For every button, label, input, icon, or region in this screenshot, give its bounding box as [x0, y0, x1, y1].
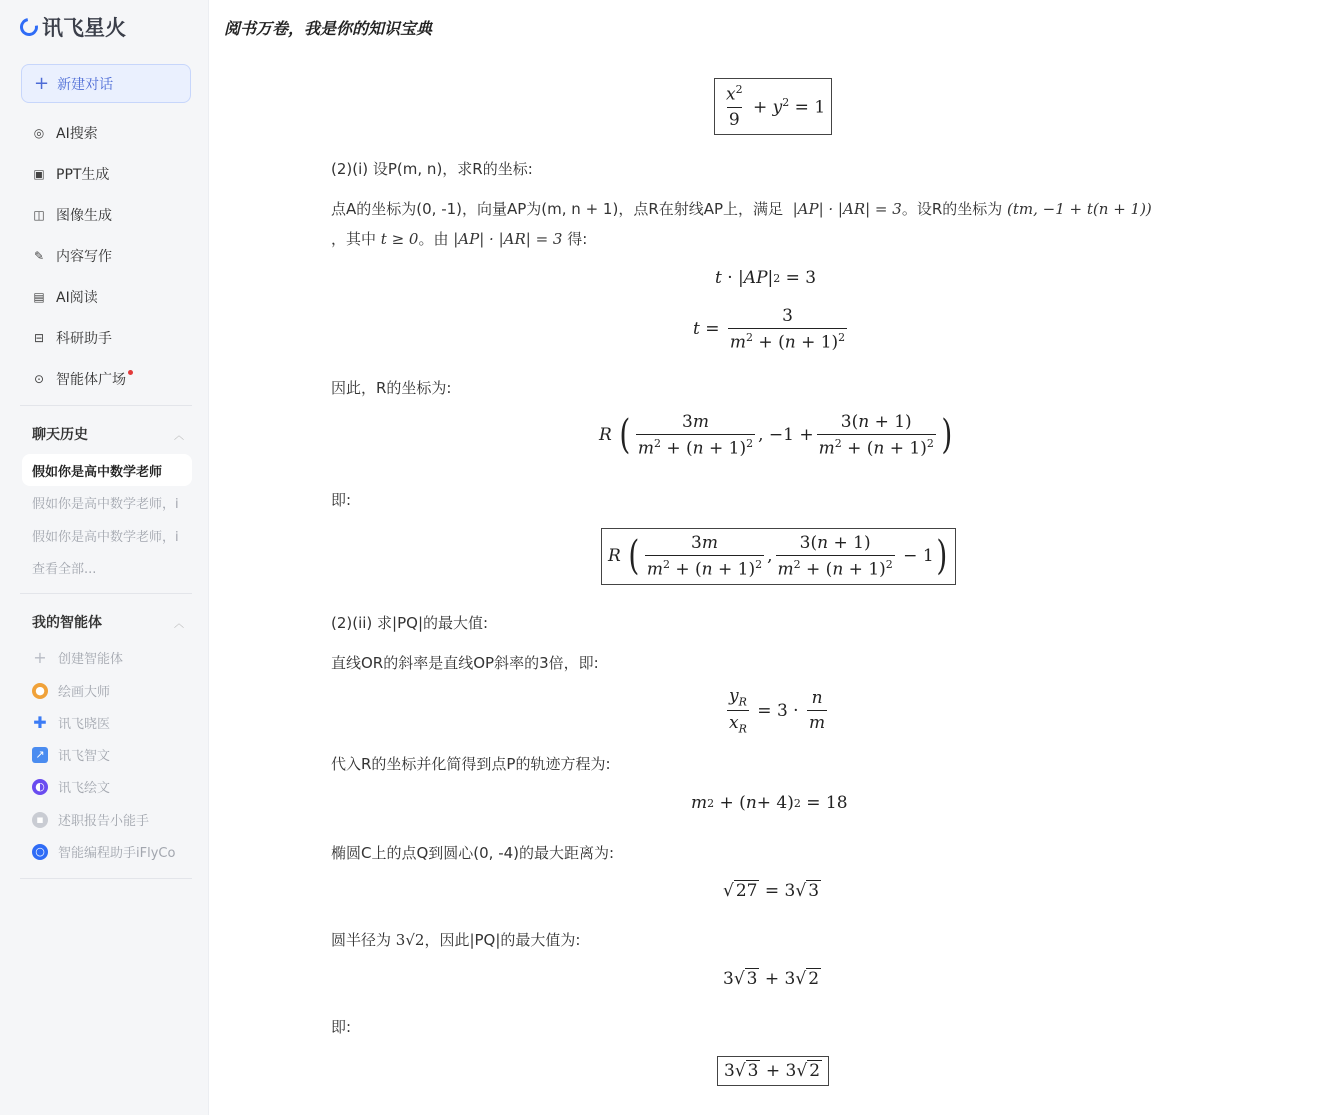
page-title: 阅书万卷，我是你的知识宝典	[224, 19, 433, 38]
plus-icon: +	[34, 72, 50, 94]
agent-iflycode[interactable]	[32, 842, 175, 861]
answer-text: 椭圆C上的点Q到圆心(0, -4)的最大距离为:	[331, 844, 615, 862]
spark-logo-icon	[16, 14, 41, 39]
math-equation: $\frac{y_R}{x_R}$ = 3 · $\frac{n}{m}$	[729, 686, 826, 736]
report-icon: ▪	[32, 812, 48, 828]
brush-icon: ◐	[32, 779, 48, 795]
math-equation: $\frac{x^2}{9}$ + $y^2 = 1$	[714, 78, 832, 135]
pen-icon: ✎	[33, 248, 45, 263]
brand-name: 讯飞星火	[42, 16, 126, 40]
agent-label: 述职报告小能手	[58, 814, 150, 829]
history-item-active[interactable]	[22, 454, 192, 486]
math-equation: 3√ 3 + 3√ 2	[723, 968, 820, 989]
chat-main	[208, 0, 1323, 1115]
divider	[20, 593, 192, 594]
agent-label: 绘画大师	[58, 685, 111, 700]
math-equation: √ 27 = 3√ 3	[723, 880, 820, 901]
answer-text: 点A的坐标为(0, -1)，向量AP为(m, n + 1)，点R在射线AP上，满足	[331, 200, 784, 218]
answer-text-line: ，其中 t ≥ 0。由 |AP| · |AR| = 3 得:	[331, 230, 588, 248]
nav-item-writing[interactable]	[22, 235, 194, 276]
nav-item-label: 内容写作	[56, 248, 112, 265]
math-equation: R ( $\frac{3m}{m^2 + (n + 1)^2}$ , $\frac{3(n + 1)}{m^2 + (n + 1)^2}$ − 1 )	[601, 528, 956, 585]
new-chat-label: 新建对话	[57, 76, 114, 93]
sidebar	[0, 0, 209, 1115]
brand-logo[interactable]	[20, 12, 126, 42]
nav-item-ppt[interactable]	[22, 153, 194, 194]
image-icon: ◫	[33, 207, 45, 222]
history-section-header[interactable]	[32, 424, 184, 444]
answer-text: (2)(i) 设P(m, n)，求R的坐标:	[331, 160, 533, 178]
new-chat-button[interactable]	[21, 64, 191, 103]
history-item-label: 假如你是高中数学老师	[32, 464, 163, 480]
answer-text: 即:	[331, 1018, 352, 1036]
nav-item-reading[interactable]	[22, 276, 194, 317]
medical-cross-icon: ✚	[33, 713, 47, 732]
answer-text: 。设R的坐标为	[901, 200, 1003, 218]
ppt-icon: ▣	[33, 166, 45, 181]
book-icon: ▤	[33, 289, 45, 304]
agent-label: 创建智能体	[58, 652, 124, 667]
nav-item-image[interactable]	[22, 194, 194, 235]
agent-label: 讯飞晓医	[58, 717, 111, 732]
history-item[interactable]: 假如你是高中数学老师，i	[32, 497, 179, 512]
answer-text: 直线OR的斜率是直线OP斜率的3倍，即:	[331, 654, 599, 672]
palette-icon: ●	[32, 683, 48, 699]
answer-text: 得:	[567, 230, 588, 248]
math-equation: R ( $\frac{3m}{m^2 + (n + 1)^2}$ , −1 + $\frac{3(n + 1)}{m^2 + (n + 1)^2}$ )	[599, 412, 953, 459]
math-equation: 3√ 3 + 3√ 2	[717, 1056, 829, 1086]
divider	[20, 405, 192, 406]
chevron-up-icon[interactable]: ︿	[174, 430, 184, 442]
doc-chart-icon: ↗	[32, 747, 48, 763]
divider	[20, 878, 192, 879]
agent-report-helper[interactable]	[32, 810, 149, 829]
notification-dot	[128, 370, 133, 375]
flask-icon: ⊟	[33, 330, 45, 345]
history-title: 聊天历史	[32, 427, 88, 443]
agent-create[interactable]	[32, 648, 123, 667]
answer-text: ，其中	[331, 230, 377, 248]
history-item[interactable]: 假如你是高中数学老师，i	[32, 530, 179, 545]
answer-text: 即:	[331, 491, 352, 509]
math-equation: t = $\frac{3}{m^2 + (n + 1)^2}$	[693, 306, 846, 353]
math-equation: t · | AP | 2 = 3	[715, 268, 817, 288]
nav-item-label: AI搜索	[56, 125, 98, 142]
nav-item-agent-plaza[interactable]	[22, 358, 194, 399]
agent-painting-master[interactable]	[32, 681, 110, 700]
nav-item-label: PPT生成	[56, 166, 110, 183]
agent-zhiwen[interactable]	[32, 745, 110, 764]
agent-xiaoyi[interactable]	[32, 713, 110, 732]
agent-huiwen[interactable]	[32, 777, 110, 796]
answer-text: 代入R的坐标并化简得到点P的轨迹方程为:	[331, 755, 611, 773]
nav-item-ai-search[interactable]	[22, 112, 194, 153]
answer-text: 圆半径为	[331, 931, 392, 949]
answer-text: (2)(ii) 求|PQ|的最大值:	[331, 614, 489, 632]
main-nav	[22, 112, 194, 399]
answer-text-line: 圆半径为 3√2，因此|PQ|的最大值为:	[331, 931, 581, 949]
answer-text: 因此，R的坐标为:	[331, 379, 452, 397]
agent-label: 智能编程助手iFlyCo	[58, 846, 176, 861]
search-spark-icon: ◎	[33, 125, 45, 140]
agents-title: 我的智能体	[32, 615, 102, 631]
nav-item-label: AI阅读	[56, 289, 98, 306]
answer-text: ，因此|PQ|的最大值为:	[424, 931, 581, 949]
plus-icon: +	[33, 648, 47, 667]
nav-item-label: 图像生成	[56, 207, 112, 224]
agent-plaza-icon: ⊙	[33, 371, 45, 386]
nav-item-research[interactable]	[22, 317, 194, 358]
view-all-link[interactable]: 查看全部...	[32, 562, 97, 577]
code-icon: ○	[32, 844, 48, 860]
nav-item-label: 智能体广场	[56, 371, 126, 388]
answer-text: 。由	[418, 230, 449, 248]
chevron-up-icon[interactable]: ︿	[174, 618, 184, 630]
answer-text-line: 点A的坐标为(0, -1)，向量AP为(m, n + 1)，点R在射线AP上，满足 |AP| · |AR| = 3。设R的坐标为 (tm, −1 + t(n + 1))	[331, 200, 1152, 218]
agent-label: 讯飞智文	[58, 749, 111, 764]
agent-label: 讯飞绘文	[58, 781, 111, 796]
nav-item-label: 科研助手	[56, 330, 112, 347]
agents-section-header[interactable]	[32, 612, 184, 632]
math-equation: m 2 + ( n + 4) 2 = 18	[691, 793, 848, 813]
